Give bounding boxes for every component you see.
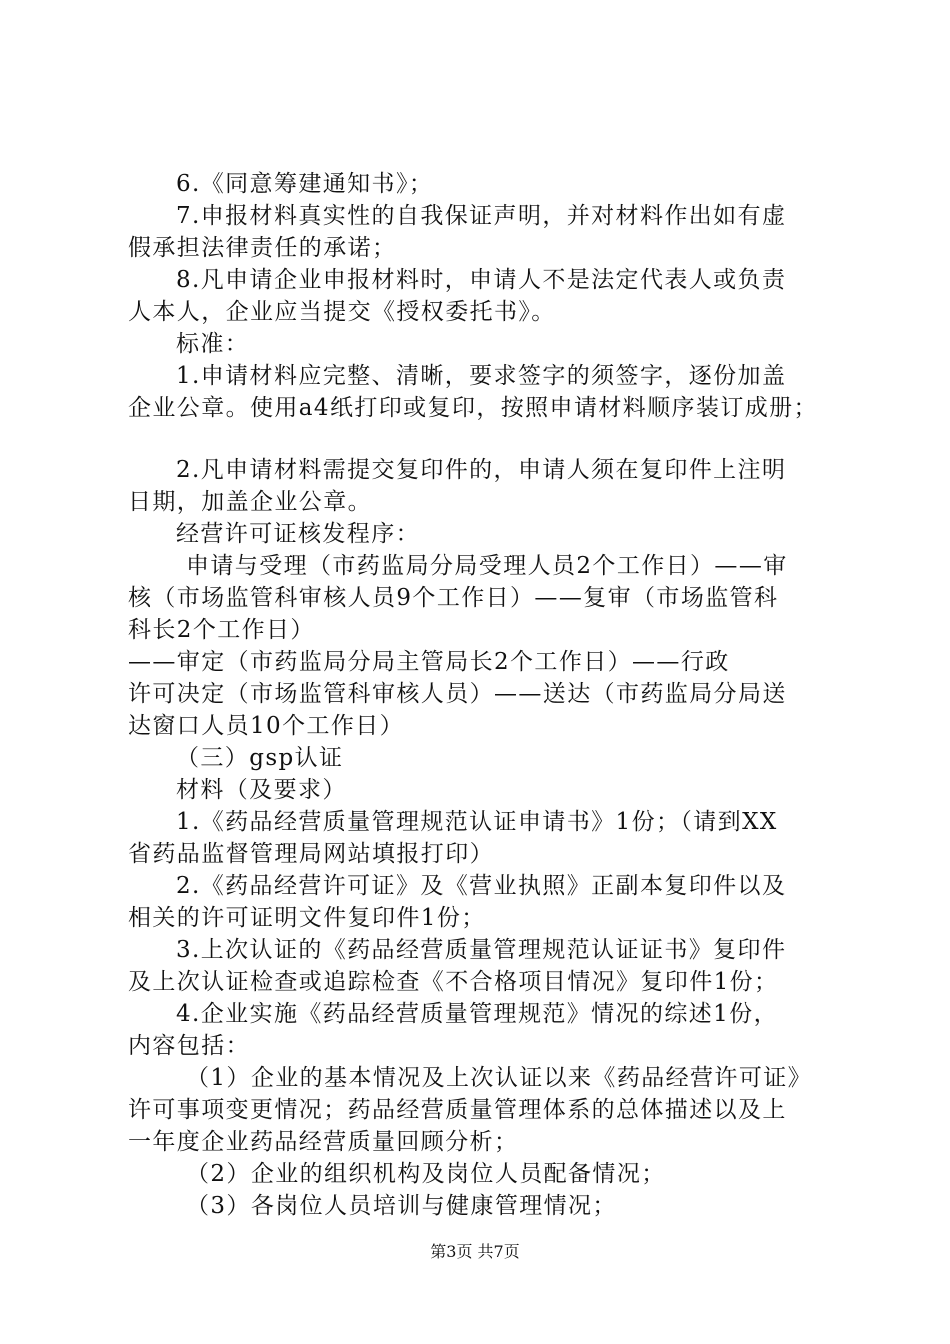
text-line: 3.上次认证的《药品经营质量管理规范认证证书》复印件 bbox=[176, 937, 787, 963]
text-line: 及上次认证检查或追踪检查《不合格项目情况》复印件1份； bbox=[128, 969, 779, 995]
page-number: 第3页 共7页 bbox=[430, 1242, 520, 1261]
text-line: ——审定（市药监局分局主管局长2个工作日）——行政 bbox=[128, 649, 730, 675]
page-footer bbox=[0, 1240, 950, 1264]
text-line: 达窗口人员10个工作日） bbox=[128, 713, 405, 739]
text-line: 1.申请材料应完整、清晰，要求签字的须签字，逐份加盖 bbox=[176, 363, 787, 389]
text-line: 相关的许可证明文件复印件1份； bbox=[128, 905, 486, 931]
text-line: 1.《药品经营质量管理规范认证申请书》1份；（请到XX bbox=[176, 809, 778, 835]
text-line: 日期，加盖企业公章。 bbox=[128, 489, 372, 515]
text-line: 省药品监督管理局网站填报打印） bbox=[128, 841, 494, 867]
paragraph-gap bbox=[128, 424, 848, 454]
text-line: 8.凡申请企业申报材料时，申请人不是法定代表人或负责 bbox=[176, 267, 787, 293]
text-line: 4.企业实施《药品经营质量管理规范》情况的综述1份， bbox=[176, 1001, 778, 1027]
text-line: 7.申报材料真实性的自我保证声明，并对材料作出如有虚 bbox=[176, 203, 787, 229]
text-line: 一年度企业药品经营质量回顾分析； bbox=[128, 1129, 519, 1155]
text-line: 人本人，企业应当提交《授权委托书》。 bbox=[128, 299, 556, 325]
text-line: （1）企业的基本情况及上次认证以来《药品经营许可证》 bbox=[186, 1065, 813, 1091]
text-line: 材料（及要求） bbox=[176, 777, 347, 803]
text-line: 假承担法律责任的承诺； bbox=[128, 235, 397, 261]
text-line: 核（市场监管科审核人员9个工作日）——复审（市场监管科 bbox=[128, 585, 779, 611]
text-line: 企业公章。使用a4纸打印或复印，按照申请材料顺序装订成册； bbox=[128, 395, 818, 421]
text-line: 标准： bbox=[176, 331, 250, 357]
text-line: 许可事项变更情况；药品经营质量管理体系的总体描述以及上 bbox=[128, 1097, 787, 1123]
text-line: 2.凡申请材料需提交复印件的，申请人须在复印件上注明 bbox=[176, 457, 787, 483]
text-line: 许可决定（市场监管科审核人员）——送达（市药监局分局送 bbox=[128, 681, 787, 707]
text-line: 内容包括： bbox=[128, 1033, 250, 1059]
text-line: 2.《药品经营许可证》及《营业执照》正副本复印件以及 bbox=[176, 873, 787, 899]
text-line: （三）gsp认证 bbox=[176, 745, 344, 771]
text-line: 经营许可证核发程序： bbox=[176, 521, 420, 547]
text-line: （2）企业的组织机构及岗位人员配备情况； bbox=[186, 1161, 666, 1187]
text-line: 申请与受理（市药监局分局受理人员2个工作日）——审 bbox=[186, 553, 788, 579]
document-body bbox=[128, 168, 848, 1222]
text-line: 科长2个工作日） bbox=[128, 617, 315, 643]
text-line: （3）各岗位人员培训与健康管理情况； bbox=[186, 1193, 617, 1219]
text-line: 6.《同意筹建通知书》； bbox=[176, 171, 434, 197]
